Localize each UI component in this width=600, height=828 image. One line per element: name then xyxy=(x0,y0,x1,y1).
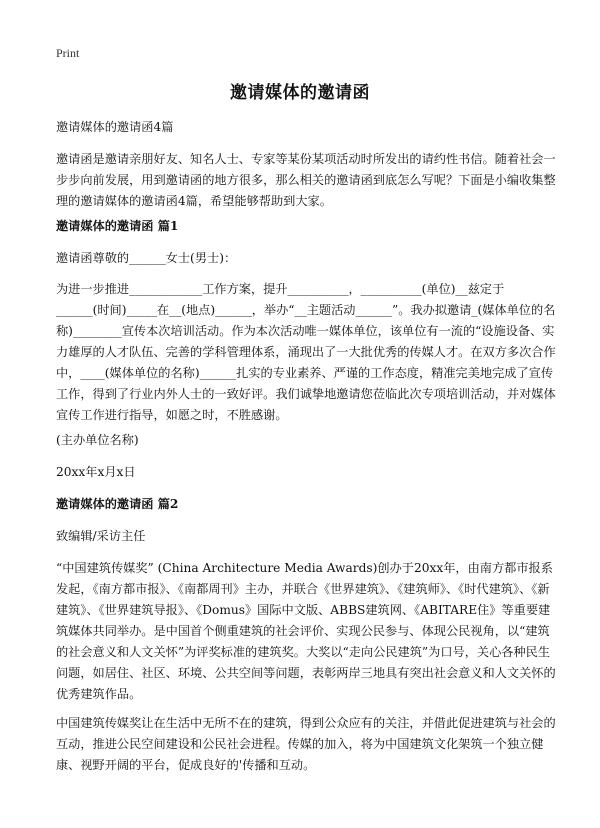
intro-paragraph: 邀请函是邀请亲朋好友、知名人士、专家等某份某项活动时所发出的请约性书信。随着社会一步步向前发展，用到邀请函的地方很多，那么相关的邀请函到底怎么写呢？下面是小编收集整理的邀请媒体的邀请函4篇，希望能够帮助到大家。 xyxy=(56,152,556,208)
section2-paragraph-1: “中国建筑传媒奖” (China Architecture Media Awards)创办于20xx年，由南方都市报系发起，《南方都市报》、《南都周刊》主办，并联合《世界建筑》、《建筑师》、《时代建筑》、《新建筑》、《世界建筑导报》、《Domus》国际中文版、ABBS建筑网、《ABITARE住》等重要建筑媒体共同举办。是中国首个侧重建筑的社会评价、实现公民参与、体现公民视角，以“建筑的社会意义和人文关怀”为评奖标准的建筑奖。大奖以“走向公民建筑”为口号，关心各种民生问题，如居住、社区、环境、公共空间等问题，表彰两岸三地具有突出社会意义和人文关怀的优秀建筑作品。 xyxy=(56,561,556,701)
section1-body: 为进一步推进____________工作方案，提升__________，__________(单位)__兹定于______(时间)_____在__(地点)______，举办“__主题活动______”。我办拟邀请_(媒体单位的名称)________宣传本次培训活动。作为本次活动唯一媒体单位，该单位有一流的“设施设备、实力雄厚的人才队伍、完善的学科管理体系，涌现出了一大批优秀的传媒人才。在双方多次合作中，____(媒体单位的名称)______扎实的专业素养、严谨的工作态度，精准完美地完成了宣传工作，得到了行业内外人士的一致好评。我们诚挚地邀请您莅临此次专项培训活动，并对媒体宣传工作进行指导，如愿之时，不胜感谢。 xyxy=(56,282,556,422)
section2-paragraph-2: 中国建筑传媒奖让在生活中无所不在的建筑，得到公众应有的关注，并借此促进建筑与社会的互动，推进公民空间建设和公民社会进程。传媒的加入，将为中国建筑文化架筑一个独立健康、视野开阔的平台，促成良好的'传播和互动。 xyxy=(56,716,556,772)
section2-salutation: 致编辑/采访主任 xyxy=(56,529,146,543)
section1-organizer: (主办单位名称) xyxy=(56,433,139,447)
section1-date: 20xx年x月x日 xyxy=(56,465,136,479)
print-link[interactable]: Print xyxy=(56,46,80,60)
document-subtitle: 邀请媒体的邀请函4篇 xyxy=(56,120,174,134)
page-title: 邀请媒体的邀请函 xyxy=(230,83,370,103)
section1-heading: 邀请媒体的邀请函 篇1 xyxy=(56,219,179,233)
section1-salutation: 邀请函尊敬的______女士(男士)： xyxy=(56,251,237,265)
section2-heading: 邀请媒体的邀请函 篇2 xyxy=(56,497,179,511)
